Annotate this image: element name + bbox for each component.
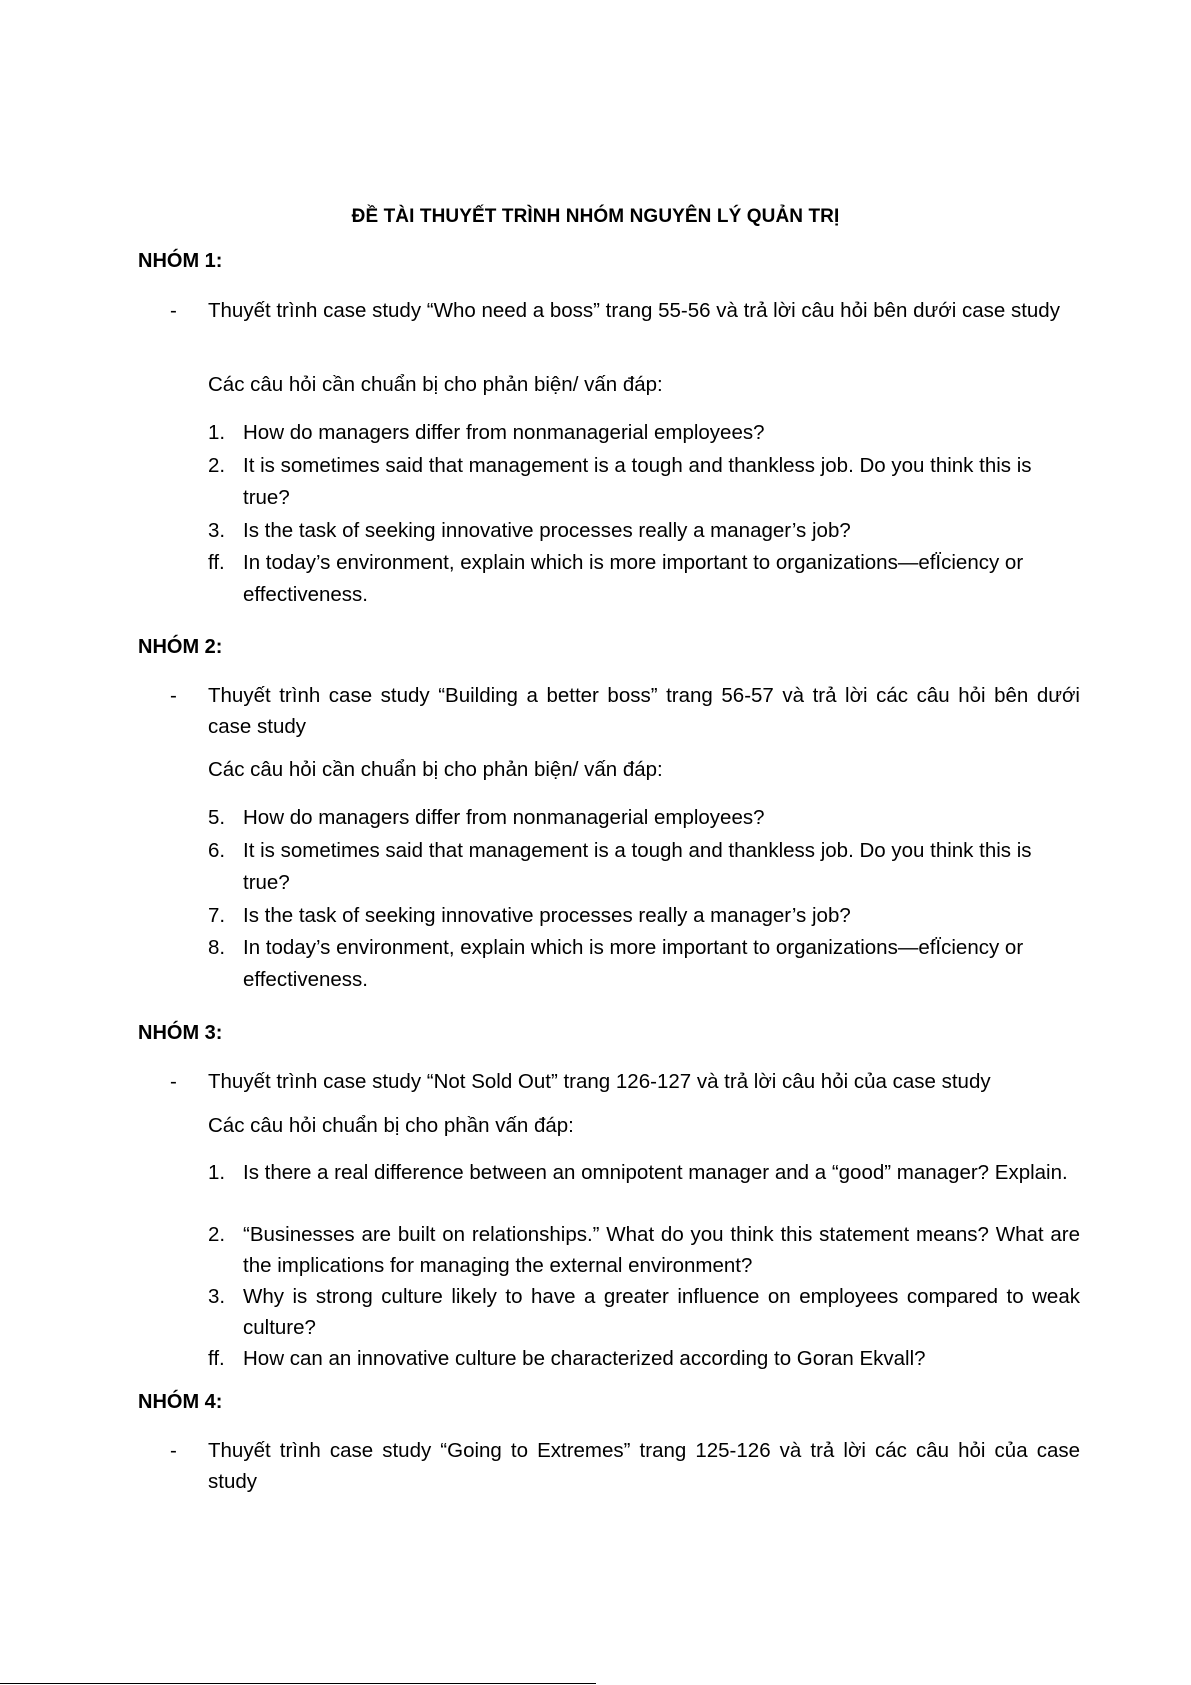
question-text: How do managers differ from nonmanagerial employees?: [243, 806, 765, 829]
question-number: 1.: [208, 421, 226, 444]
group-1-bullet-text: Thuyết trình case study “Who need a boss” trang 55-56 và trả lời câu hỏi bên dưới case study: [208, 299, 1060, 322]
question-number: 1.: [208, 1161, 226, 1184]
question-number: ff.: [208, 551, 225, 574]
question-text: Why is strong culture likely to have a greater influence on employees compared to weak culture?: [243, 1285, 1080, 1339]
question-text: “Businesses are built on relationships.” What do you think this statement means? What are the implications for managing the external environment?: [243, 1223, 1080, 1277]
bullet-dash: -: [170, 299, 177, 322]
question-number: 8.: [208, 936, 226, 959]
question-text: It is sometimes said that management is a tough and thankless job. Do you think this is true?: [243, 454, 1032, 509]
question-text: How can an innovative culture be characterized according to Goran Ekvall?: [243, 1347, 926, 1370]
question-number: 5.: [208, 806, 226, 829]
question-text: In today’s environment, explain which is more important to organizations—efÏciency or effectiveness.: [243, 936, 1024, 991]
bullet-dash: -: [170, 684, 177, 707]
group-4-bullet: [170, 1435, 1080, 1499]
bullet-dash: -: [170, 1070, 177, 1093]
bullet-dash: -: [170, 1439, 177, 1462]
group-3-heading: NHÓM 3:: [138, 1022, 223, 1044]
question-text: How do managers differ from nonmanagerial employees?: [243, 421, 765, 444]
group-1-bullet: [170, 295, 1080, 359]
group-1-heading: NHÓM 1:: [138, 250, 223, 272]
question-text: Is there a real difference between an omnipotent manager and a “good” manager? Explain.: [243, 1161, 1068, 1184]
group-4-heading: NHÓM 4:: [138, 1391, 223, 1413]
group-1-questions-label: Các câu hỏi cần chuẩn bị cho phản biện/ vấn đáp:: [208, 373, 663, 396]
question-text: In today’s environment, explain which is more important to organizations—efÏciency or effectiveness.: [243, 551, 1024, 606]
document-title: ĐỀ TÀI THUYẾT TRÌNH NHÓM NGUYÊN LÝ QUẢN TRỊ: [351, 206, 840, 227]
group-2-bullet: [170, 680, 1080, 744]
question-number: 3.: [208, 519, 226, 542]
question-number: 2.: [208, 1223, 226, 1246]
group-2-questions-label: Các câu hỏi cần chuẩn bị cho phản biện/ vấn đáp:: [208, 758, 663, 781]
group-2-bullet-text: Thuyết trình case study “Building a better boss” trang 56-57 và trả lời các câu hỏi bên dưới case study: [208, 684, 1080, 738]
question-text: Is the task of seeking innovative processes really a manager’s job?: [243, 519, 851, 542]
question-number: 6.: [208, 839, 226, 862]
footer-divider: [0, 1683, 596, 1684]
group-4-bullet-text: Thuyết trình case study “Going to Extremes” trang 125-126 và trả lời các câu hỏi của case study: [208, 1439, 1080, 1493]
question-number: ff.: [208, 1347, 225, 1370]
question-number: 2.: [208, 454, 226, 477]
question-number: 3.: [208, 1285, 226, 1308]
group-3-bullet-text: Thuyết trình case study “Not Sold Out” trang 126-127 và trả lời câu hỏi của case study: [208, 1070, 991, 1093]
group-3-questions-label: Các câu hỏi chuẩn bị cho phần vấn đáp:: [208, 1114, 574, 1137]
group-3-bullet: [170, 1066, 1080, 1098]
question-text: It is sometimes said that management is a tough and thankless job. Do you think this is true?: [243, 839, 1032, 894]
group-2-heading: NHÓM 2:: [138, 636, 223, 658]
question-number: 7.: [208, 904, 226, 927]
question-text: Is the task of seeking innovative processes really a manager’s job?: [243, 904, 851, 927]
